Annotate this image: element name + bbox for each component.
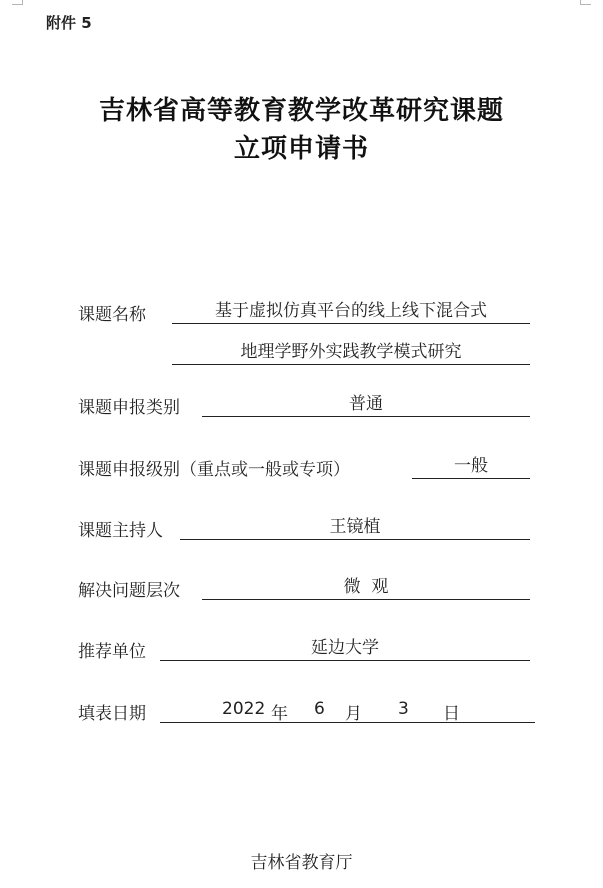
host-field	[78, 516, 163, 541]
fill-date-field	[78, 699, 146, 724]
topic-name-value-line-2: 地理学野外实践教学模式研究	[172, 341, 530, 365]
fill-date-month: 6	[314, 699, 325, 719]
recommending-unit-value: 延边大学	[160, 637, 530, 661]
problem-level-field	[78, 576, 180, 601]
category-label: 课题申报类别	[78, 398, 180, 418]
document-title-line-2: 立项申请书	[233, 134, 369, 164]
fill-date-day-unit: 日	[443, 704, 460, 724]
fill-date-day: 3	[398, 699, 409, 719]
level-field	[78, 455, 350, 480]
fill-date-label: 填表日期	[78, 704, 146, 724]
category-field	[78, 393, 180, 418]
recommending-unit-field	[78, 637, 146, 662]
fill-date-year-unit: 年	[271, 704, 288, 724]
level-label: 课题申报级别（重点或一般或专项）	[78, 460, 350, 480]
document-title-line-1: 吉林省高等教育教学改革研究课题	[98, 96, 504, 126]
fill-date-year: 2022	[222, 699, 266, 719]
topic-name-label: 课题名称	[78, 305, 146, 325]
problem-level-label: 解决问题层次	[78, 581, 180, 601]
problem-level-value: 微 观	[202, 576, 530, 600]
topic-name-field	[78, 300, 146, 325]
page-corner-mark-left	[12, 0, 23, 5]
recommending-unit-label: 推荐单位	[78, 642, 146, 662]
host-label: 课题主持人	[78, 521, 163, 541]
issuing-authority: 吉林省教育厅	[250, 853, 353, 873]
host-value: 王镜植	[180, 516, 530, 540]
fill-date-month-unit: 月	[345, 704, 362, 724]
level-value: 一般	[412, 455, 530, 479]
page-corner-mark-right	[580, 0, 591, 5]
category-value: 普通	[202, 393, 530, 417]
attachment-label: 附件 5	[46, 14, 92, 32]
topic-name-value-line-1: 基于虚拟仿真平台的线上线下混合式	[172, 300, 530, 324]
